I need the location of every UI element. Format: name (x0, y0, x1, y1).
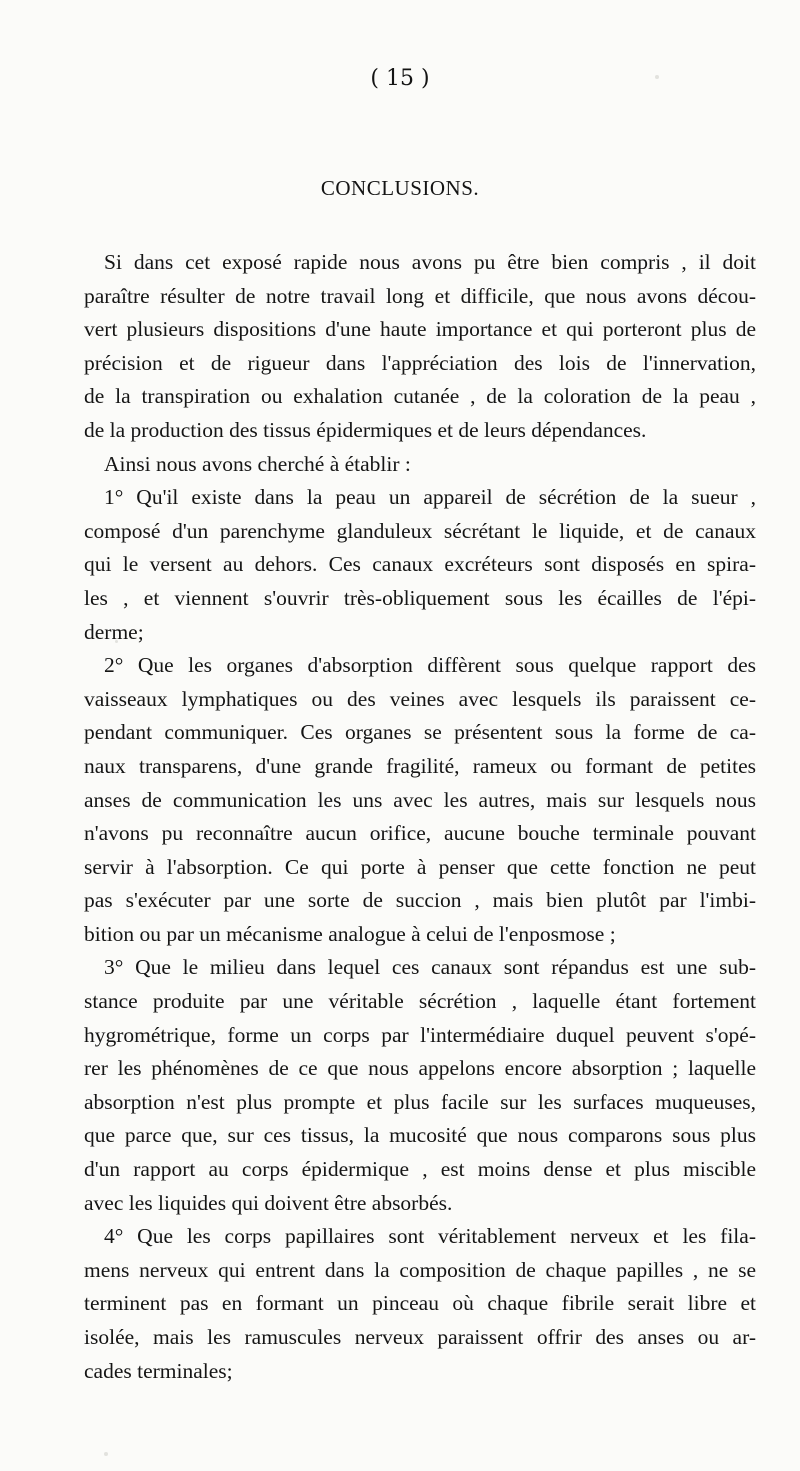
text-line: Ainsi nous avons cherché à établir : (104, 451, 411, 476)
text-line: Si dans cet exposé rapide nous avons pu être bien compris , il doit (104, 250, 756, 274)
text-line: anses de communication les uns avec les autres, mais sur lesquels nous (84, 787, 756, 812)
text-line: naux transparens, d'une grande fragilité, rameux ou formant de petites (84, 753, 756, 778)
paragraph (84, 1220, 756, 1388)
text-line: servir à l'absorption. Ce qui porte à penser que cette fonction ne peut (84, 854, 756, 879)
text-line: absorption n'est plus prompte et plus facile sur les surfaces muqueuses, (84, 1089, 756, 1114)
text-line: rer les phénomènes de ce que nous appelons encore absorption ; laquelle (84, 1056, 756, 1081)
text-line: qui le versent au dehors. Ces canaux excréteurs sont disposés en spira- (84, 552, 756, 577)
page-number: ( 15 ) (370, 66, 430, 91)
text-line: terminent pas en formant un pinceau où chaque fibrile serait libre et (84, 1291, 756, 1316)
text-line: précision et de rigueur dans l'appréciation des lois de l'innervation, (84, 350, 756, 375)
text-line: mens nerveux qui entrent dans la composition de chaque papilles , ne se (84, 1257, 756, 1282)
text-line: paraître résulter de notre travail long et difficile, que nous avons décou- (84, 283, 756, 308)
text-line: derme; (84, 619, 144, 644)
text-line: bition ou par un mécanisme analogue à celui de l'enposmose ; (84, 921, 616, 946)
text-line: de la production des tissus épidermiques et de leurs dépendances. (84, 417, 647, 442)
text-line: avec les liquides qui doivent être absorbés. (84, 1190, 453, 1215)
paragraph (84, 246, 756, 448)
text-line: vert plusieurs dispositions d'une haute importance et qui porteront plus de (84, 317, 756, 342)
text-line: pas s'exécuter par une sorte de succion , mais bien plutôt par l'imbi- (84, 888, 756, 913)
text-line: cades terminales; (84, 1358, 233, 1383)
text-line: que parce que, sur ces tissus, la mucosité que nous comparons sous plus (84, 1123, 756, 1148)
text-line: 4° Que les corps papillaires sont véritablement nerveux et les fila- (104, 1224, 756, 1249)
text-line: isolée, mais les ramuscules nerveux paraissent offrir des anses ou ar- (84, 1325, 756, 1349)
text-line: n'avons pu reconnaître aucun orifice, aucune bouche terminale pouvant (84, 821, 756, 846)
section-heading: CONCLUSIONS. (320, 176, 480, 200)
paragraph (84, 951, 756, 1220)
paragraph (84, 481, 756, 649)
text-line: 1° Qu'il existe dans la peau un appareil de sécrétion de la sueur , (104, 485, 756, 510)
text-line: 2° Que les organes d'absorption diffèrent sous quelque rapport des (104, 653, 756, 678)
text-line: 3° Que le milieu dans lequel ces canaux sont répandus est une sub- (104, 955, 756, 980)
paragraph (84, 649, 756, 951)
paper-spot (104, 1452, 108, 1456)
paragraph (84, 448, 756, 482)
text-line: pendant communiquer. Ces organes se présentent sous la forme de ca- (84, 720, 756, 745)
text-line: les , et viennent s'ouvrir très-obliquement sous les écailles de l'épi- (84, 585, 756, 610)
text-line: composé d'un parenchyme glanduleux sécrétant le liquide, et de canaux (84, 518, 756, 543)
text-line: hygrométrique, forme un corps par l'intermédiaire duquel peuvent s'opé- (84, 1022, 756, 1047)
text-line: de la transpiration ou exhalation cutanée , de la coloration de la peau , (84, 384, 756, 409)
text-line: d'un rapport au corps épidermique , est moins dense et plus miscible (84, 1157, 756, 1182)
text-line: stance produite par une véritable sécrétion , laquelle étant fortement (84, 989, 756, 1014)
body-text (84, 246, 756, 1388)
text-line: vaisseaux lymphatiques ou des veines avec lesquels ils paraissent ce- (84, 686, 756, 711)
